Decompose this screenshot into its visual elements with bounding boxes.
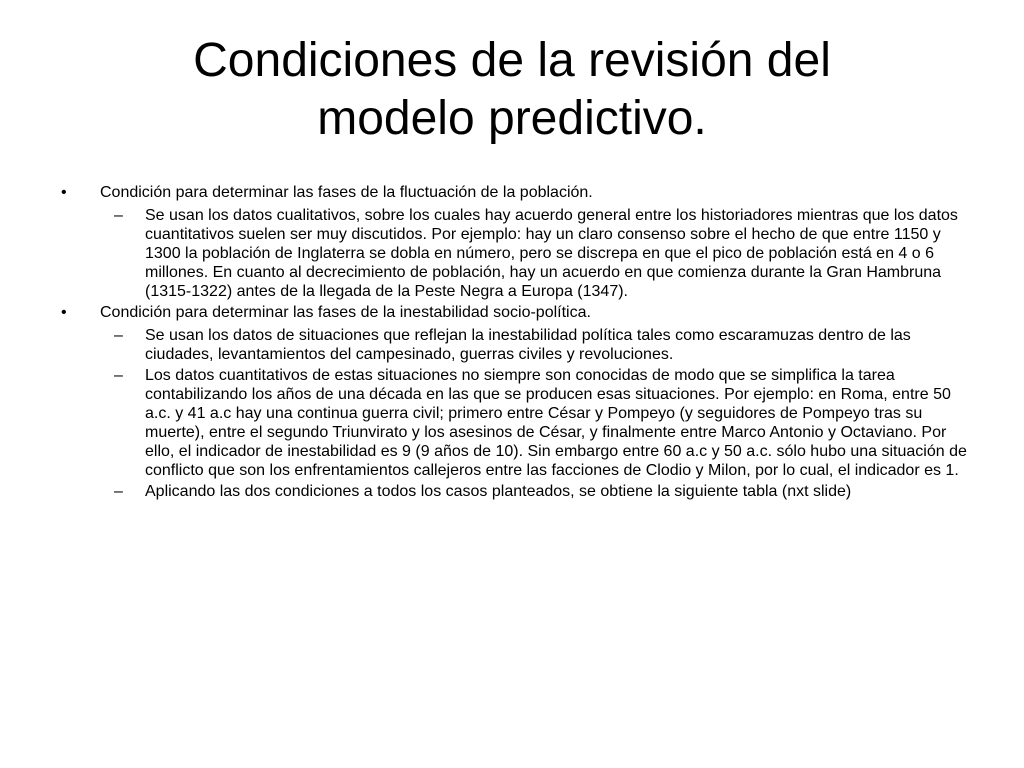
bullet-icon: •	[61, 304, 67, 321]
sub-bullet-text: Se usan los datos de situaciones que reflejan la inestabilidad política tales como escaramuzas dentro de las ciudades, levantamientos del campesinado, guerras civiles y revoluciones.	[145, 327, 911, 363]
bullet-point-population	[58, 183, 970, 202]
title-line-1: Condiciones de la revisión del	[193, 34, 831, 87]
dash-icon: –	[114, 367, 123, 384]
sub-bullet-quantitative-example	[58, 366, 970, 480]
bullet-text: Condición para determinar las fases de la inestabilidad socio-política.	[100, 304, 591, 321]
dash-icon: –	[114, 327, 123, 344]
sub-bullet-situations-data	[58, 326, 970, 364]
title-line-2: modelo predictivo.	[317, 92, 707, 145]
sub-bullet-text: Los datos cuantitativos de estas situaciones no siempre son conocidas de modo que se simplifica la tarea contabilizando los años de una década en las que se producen esas situaciones. Por ejemplo: en Roma, entre 50 a.c. y 41 a.c hay una continua guerra civil; primero entre César y Pompeyo (y seguidores de Pompeyo tras su muerte), entre el segundo Triunvirato y los asesinos de César, y finalmente entre Marco Antonio y Octaviano. Por ello, el indicador de inestabilidad es 9 (9 años de 10). Sin embargo entre 60 a.c y 50 a.c. sólo hubo una situación de conflicto que son los enfrentamientos callejeros entre las facciones de Clodio y Milon, por lo cual, el indicador es 1.	[145, 367, 967, 479]
bullet-text: Condición para determinar las fases de la fluctuación de la población.	[100, 184, 593, 201]
bullet-icon: •	[61, 184, 67, 201]
sub-bullet-text: Aplicando las dos condiciones a todos los casos planteados, se obtiene la siguiente tabla (nxt slide)	[145, 483, 852, 500]
sub-bullet-next-slide	[58, 482, 970, 501]
dash-icon: –	[114, 207, 123, 224]
sub-bullet-text: Se usan los datos cualitativos, sobre los cuales hay acuerdo general entre los historiadores mientras que los datos cuantitativos suelen ser muy discutidos. Por ejemplo: hay un claro consenso sobre el hecho de que entre 1150 y 1300 la población de Inglaterra se dobla en número, pero se discrepa en que el pico de población está en 4 o 6 millones. En cuanto al decrecimiento de población, hay un acuerdo en que comienza durante la Gran Hambruna (1315-1322) antes de la llegada de la Peste Negra a Europa (1347).	[145, 207, 958, 300]
slide-title	[60, 32, 964, 148]
slide-body	[58, 183, 970, 503]
sub-bullet-qualitative-data	[58, 206, 970, 301]
bullet-point-instability	[58, 303, 970, 322]
dash-icon: –	[114, 483, 123, 500]
